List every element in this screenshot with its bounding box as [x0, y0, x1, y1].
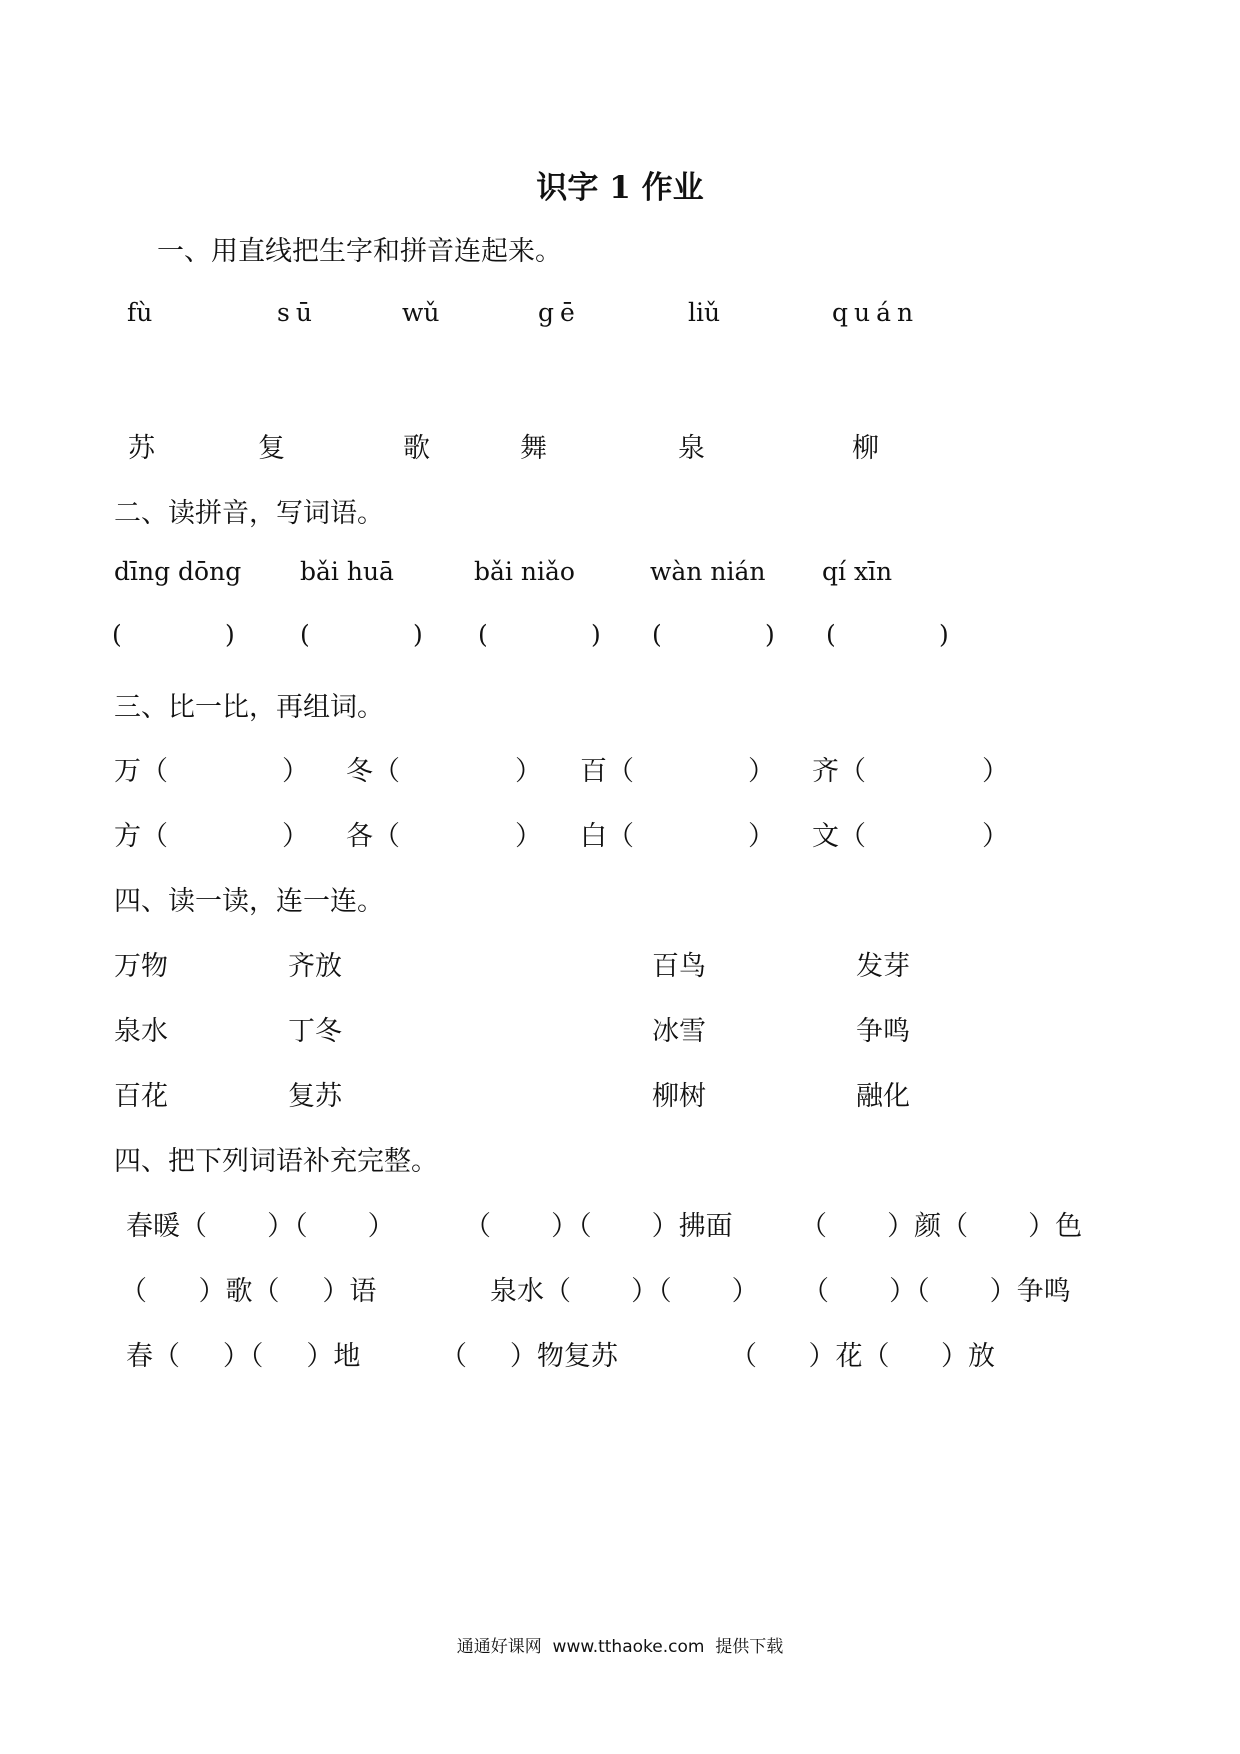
- match-word: 万物: [114, 951, 168, 982]
- match-word: 复苏: [288, 1081, 342, 1112]
- pinyin-item: fù: [127, 298, 153, 327]
- answer-blank[interactable]: ( ): [826, 620, 949, 649]
- answer-blank[interactable]: ( ): [112, 620, 235, 649]
- section1-heading: 一、用直线把生字和拼音连起来。: [157, 236, 562, 267]
- fill-phrase: 泉水（ ）（ ）: [490, 1276, 759, 1307]
- match-word: 丁冬: [288, 1016, 342, 1047]
- character-item: 柳: [852, 433, 879, 464]
- section4-heading: 四、读一读，连一连。: [114, 886, 384, 917]
- answer-blank[interactable]: ( ): [652, 620, 775, 649]
- answer-blank[interactable]: ( ): [478, 620, 601, 649]
- pinyin-word: wàn nián: [650, 557, 766, 586]
- answer-close: ）: [748, 821, 775, 852]
- answer-close: ）: [982, 821, 1009, 852]
- fill-phrase: （ ）花（ ）放: [730, 1341, 995, 1372]
- section2-heading: 二、读拼音，写词语。: [114, 498, 384, 529]
- compare-char: 文（: [812, 821, 866, 852]
- fill-phrase: （ ）（ ）争鸣: [802, 1276, 1071, 1307]
- match-word: 融化: [856, 1081, 910, 1112]
- compare-char: 百（: [580, 756, 634, 787]
- compare-char: 白（: [580, 821, 634, 852]
- fill-phrase: （ ）（ ）拂面: [464, 1211, 733, 1242]
- section5-heading: 四、把下列词语补充完整。: [114, 1146, 438, 1177]
- pinyin-word: qí xīn: [822, 557, 893, 586]
- character-item: 舞: [520, 433, 547, 464]
- section3-heading: 三、比一比，再组词。: [114, 692, 384, 723]
- match-word: 发芽: [856, 951, 910, 982]
- pinyin-word: bǎi huā: [300, 557, 394, 586]
- answer-blank[interactable]: ( ): [300, 620, 423, 649]
- character-item: 泉: [678, 433, 705, 464]
- pinyin-item: gē: [538, 298, 581, 327]
- match-word: 争鸣: [856, 1016, 910, 1047]
- pinyin-word: dīng dōng: [114, 557, 242, 586]
- pinyin-word: bǎi niǎo: [474, 557, 575, 586]
- character-item: 苏: [128, 433, 155, 464]
- fill-phrase: （ ）物复苏: [440, 1341, 618, 1372]
- fill-phrase: （ ）歌（ ）语: [120, 1276, 377, 1307]
- pinyin-item: wǔ: [402, 298, 440, 327]
- match-word: 百花: [114, 1081, 168, 1112]
- answer-close: ）: [982, 756, 1009, 787]
- fill-phrase: 春（ ）（ ）地: [126, 1341, 361, 1372]
- compare-char: 冬（: [346, 756, 400, 787]
- pinyin-item: liǔ: [688, 298, 721, 327]
- match-word: 齐放: [288, 951, 342, 982]
- answer-close: ）: [515, 821, 542, 852]
- answer-close: ）: [282, 756, 309, 787]
- match-word: 泉水: [114, 1016, 168, 1047]
- pinyin-item: quán: [832, 298, 920, 327]
- answer-close: ）: [282, 821, 309, 852]
- pinyin-item: sū: [277, 298, 318, 327]
- match-word: 冰雪: [652, 1016, 706, 1047]
- page-title: 识字 1 作业: [536, 170, 704, 206]
- compare-char: 齐（: [812, 756, 866, 787]
- footer-credit: 通通好课网 www.tthaoke.com 提供下载: [456, 1637, 784, 1657]
- character-item: 歌: [403, 433, 430, 464]
- fill-phrase: 春暖（ ）（ ）: [126, 1211, 395, 1242]
- fill-phrase: （ ）颜（ ）色: [800, 1211, 1083, 1242]
- answer-close: ）: [748, 756, 775, 787]
- match-word: 百鸟: [652, 951, 706, 982]
- compare-char: 方（: [114, 821, 168, 852]
- compare-char: 各（: [346, 821, 400, 852]
- match-word: 柳树: [652, 1081, 706, 1112]
- character-item: 复: [258, 433, 285, 464]
- answer-close: ）: [515, 756, 542, 787]
- compare-char: 万（: [114, 756, 168, 787]
